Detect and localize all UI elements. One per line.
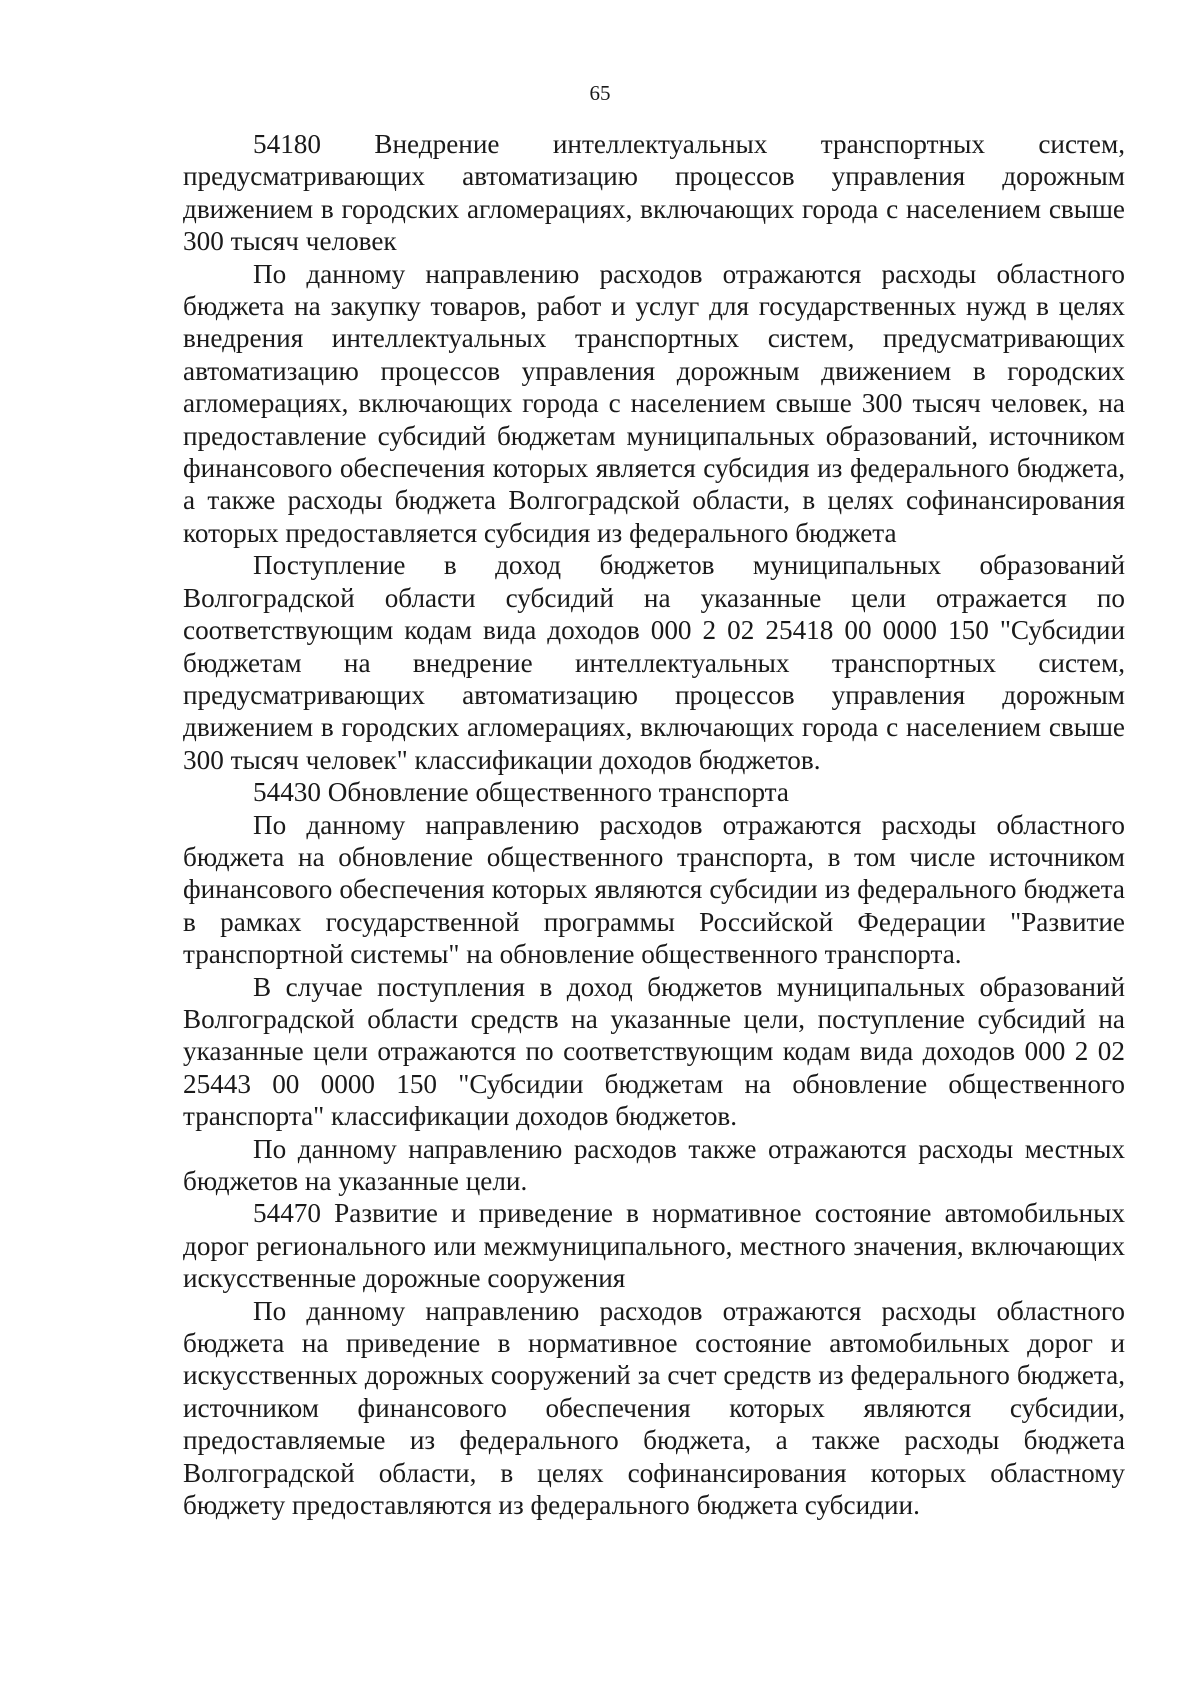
heading-54470: 54470 Развитие и приведение в нормативное состояние автомобильных дорог регионального или межмуниципального, местного значения, включающих искусственные дорожные сооружения [183, 1198, 1125, 1294]
page-number: 65 [589, 81, 611, 105]
heading-54430: 54430 Обновление общественного транспорта [253, 777, 789, 808]
paragraph-54430-income: В случае поступления в доход бюджетов муниципальных образований Волгоградской области средств на указанные цели, поступление субсидий на указанные цели отражаются по соответствующим кодам вида доходов 000 2 02 25443 00 0000 150 "Субсидии бюджетам на обновление общественного транспорта" классификации доходов бюджетов. [183, 971, 1125, 1132]
paragraph-54470-expenses: По данному направлению расходов отражаются расходы областного бюджета на приведение в нормативное состояние автомобильных дорог и искусственных дорожных сооружений за счет средств из федерального бюджета, источником финансового обеспечения которых являются субсидии, предоставляемые из федерального бюджета, а также расходы бюджета Волгоградской области, в целях софинансирования которых областному бюджету предоставляются из федерального бюджета субсидии. [183, 1295, 1125, 1521]
paragraph-54180-income: Поступление в доход бюджетов муниципальных образований Волгоградской области субсидий на указанные цели отражается по соответствующим кодам вида доходов 000 2 02 25418 00 0000 150 "Субсидии бюджетам на внедрение интеллектуальных транспортных систем, предусматривающих автоматизацию процессов управления дорожным движением в городских агломерациях, включающих города с населением свыше 300 тысяч человек" классификации доходов бюджетов. [183, 550, 1125, 775]
heading-54180: 54180 Внедрение интеллектуальных транспортных систем, предусматривающих автоматизацию процессов управления дорожным движением в городских агломерациях, включающих города с населением свыше 300 тысяч человек [183, 129, 1125, 257]
document-body [183, 128, 1125, 1521]
paragraph-54430-local: По данному направлению расходов также отражаются расходы местных бюджетов на указанные цели. [183, 1133, 1125, 1196]
paragraph-54180-expenses: По данному направлению расходов отражаются расходы областного бюджета на закупку товаров, работ и услуг для государственных нужд в целях внедрения интеллектуальных транспортных систем, предусматривающих автоматизацию процессов управления дорожным движением в городских агломерациях, включающих города с населением свыше 300 тысяч человек, на предоставление субсидий бюджетам муниципальных образований, источником финансового обеспечения которых является субсидия из федерального бюджета, а также расходы бюджета Волгоградской области, в целях софинансирования которых предоставляется субсидия из федерального бюджета [183, 258, 1125, 548]
paragraph-54430-expenses: По данному направлению расходов отражаются расходы областного бюджета на обновление общественного транспорта, в том числе источником финансового обеспечения которых являются субсидии из федерального бюджета в рамках государственной программы Российской Федерации "Развитие транспортной системы" на обновление общественного транспорта. [183, 809, 1125, 970]
